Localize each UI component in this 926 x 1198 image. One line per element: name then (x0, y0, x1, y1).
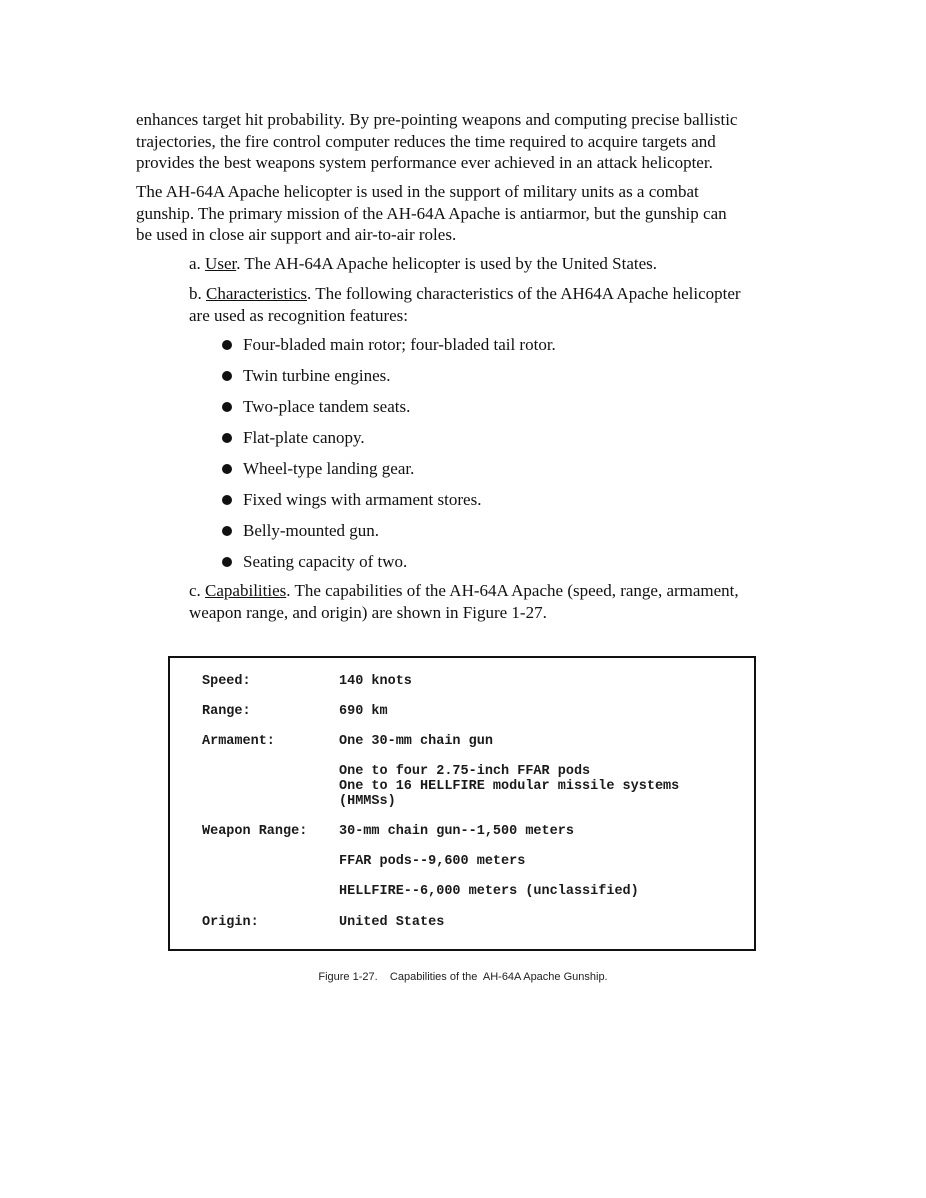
section-a-title: User (205, 254, 237, 273)
list-item-text: Flat-plate canopy. (243, 428, 365, 447)
section-b-text-line-2: are used as recognition features: (189, 305, 409, 325)
list-item (222, 365, 556, 396)
bullet-icon (222, 433, 232, 443)
section-b-prefix: b. (189, 284, 206, 303)
range-value: 690 km (339, 704, 388, 719)
list-item (222, 396, 556, 427)
intro-line-3: provides the best weapons system performance ever achieved in an attack helicopter. (136, 153, 713, 172)
armament-value-2: One to four 2.75-inch FFAR pods (339, 764, 591, 779)
section-c-text-line-1: . The capabilities of the AH-64A Apache (speed, range, armament, (286, 581, 739, 600)
section-c-title: Capabilities (205, 581, 287, 600)
figure-caption-number: Figure 1-27. (318, 971, 378, 983)
speed-label: Speed: (202, 674, 251, 689)
armament-value-4: (HMMSs) (339, 794, 396, 809)
list-item-text: Fixed wings with armament stores. (243, 490, 482, 509)
intro-paragraph (136, 109, 796, 174)
weapon-range-value-2: FFAR pods--9,600 meters (339, 854, 526, 869)
intro-line-2: trajectories, the fire control computer reduces the time required to acquire targets and (136, 131, 716, 151)
bullet-icon (222, 464, 232, 474)
section-b-characteristics (189, 283, 799, 326)
mission-paragraph (136, 181, 796, 246)
section-a-user (189, 253, 799, 275)
list-item (222, 458, 556, 489)
bullet-icon (222, 371, 232, 381)
section-a-prefix: a. (189, 254, 206, 273)
list-item (222, 334, 556, 365)
section-b-text-line-1: . The following characteristics of the AH64A Apache helicopter (307, 284, 741, 303)
bullet-icon (222, 495, 232, 505)
mission-line-2: gunship. The primary mission of the AH-64A Apache is antiarmor, but the gunship can (136, 203, 727, 223)
list-item (222, 520, 556, 551)
armament-label: Armament: (202, 734, 275, 749)
list-item (222, 551, 556, 582)
section-c-text-line-2: weapon range, and origin) are shown in Figure 1-27. (189, 602, 547, 622)
list-item-text: Twin turbine engines. (243, 366, 391, 385)
section-b-title: Characteristics (206, 284, 308, 303)
figure-caption (0, 971, 926, 983)
armament-value-1: One 30-mm chain gun (339, 734, 493, 749)
speed-value: 140 knots (339, 674, 412, 689)
section-a-text: . The AH-64A Apache helicopter is used by the United States. (236, 254, 658, 273)
range-label: Range: (202, 704, 251, 719)
origin-value: United States (339, 915, 445, 930)
recognition-features-list (222, 334, 556, 582)
bullet-icon (222, 340, 232, 350)
list-item-text: Wheel-type landing gear. (243, 459, 415, 478)
bullet-icon (222, 402, 232, 412)
section-c-prefix: c. (189, 581, 206, 600)
armament-value-3: One to 16 HELLFIRE modular missile systems (339, 779, 680, 794)
section-c-capabilities (189, 580, 799, 623)
bullet-icon (222, 526, 232, 536)
weapon-range-label: Weapon Range: (202, 824, 308, 839)
intro-line-1: enhances target hit probability. By pre-pointing weapons and computing precise ballistic (136, 110, 738, 129)
list-item (222, 427, 556, 458)
weapon-range-value-1: 30-mm chain gun--1,500 meters (339, 824, 574, 839)
list-item-text: Seating capacity of two. (243, 552, 408, 571)
mission-line-1: The AH-64A Apache helicopter is used in the support of military units as a combat (136, 182, 699, 201)
mission-line-3: be used in close air support and air-to-air roles. (136, 225, 457, 244)
weapon-range-value-3: HELLFIRE--6,000 meters (unclassified) (339, 884, 639, 899)
list-item-text: Belly-mounted gun. (243, 521, 379, 540)
origin-label: Origin: (202, 915, 259, 930)
bullet-icon (222, 557, 232, 567)
list-item-text: Two-place tandem seats. (243, 397, 411, 416)
list-item-text: Four-bladed main rotor; four-bladed tail rotor. (243, 335, 556, 354)
capabilities-figure (168, 656, 756, 951)
figure-caption-text: Capabilities of the AH-64A Apache Gunship. (389, 971, 608, 983)
list-item (222, 489, 556, 520)
